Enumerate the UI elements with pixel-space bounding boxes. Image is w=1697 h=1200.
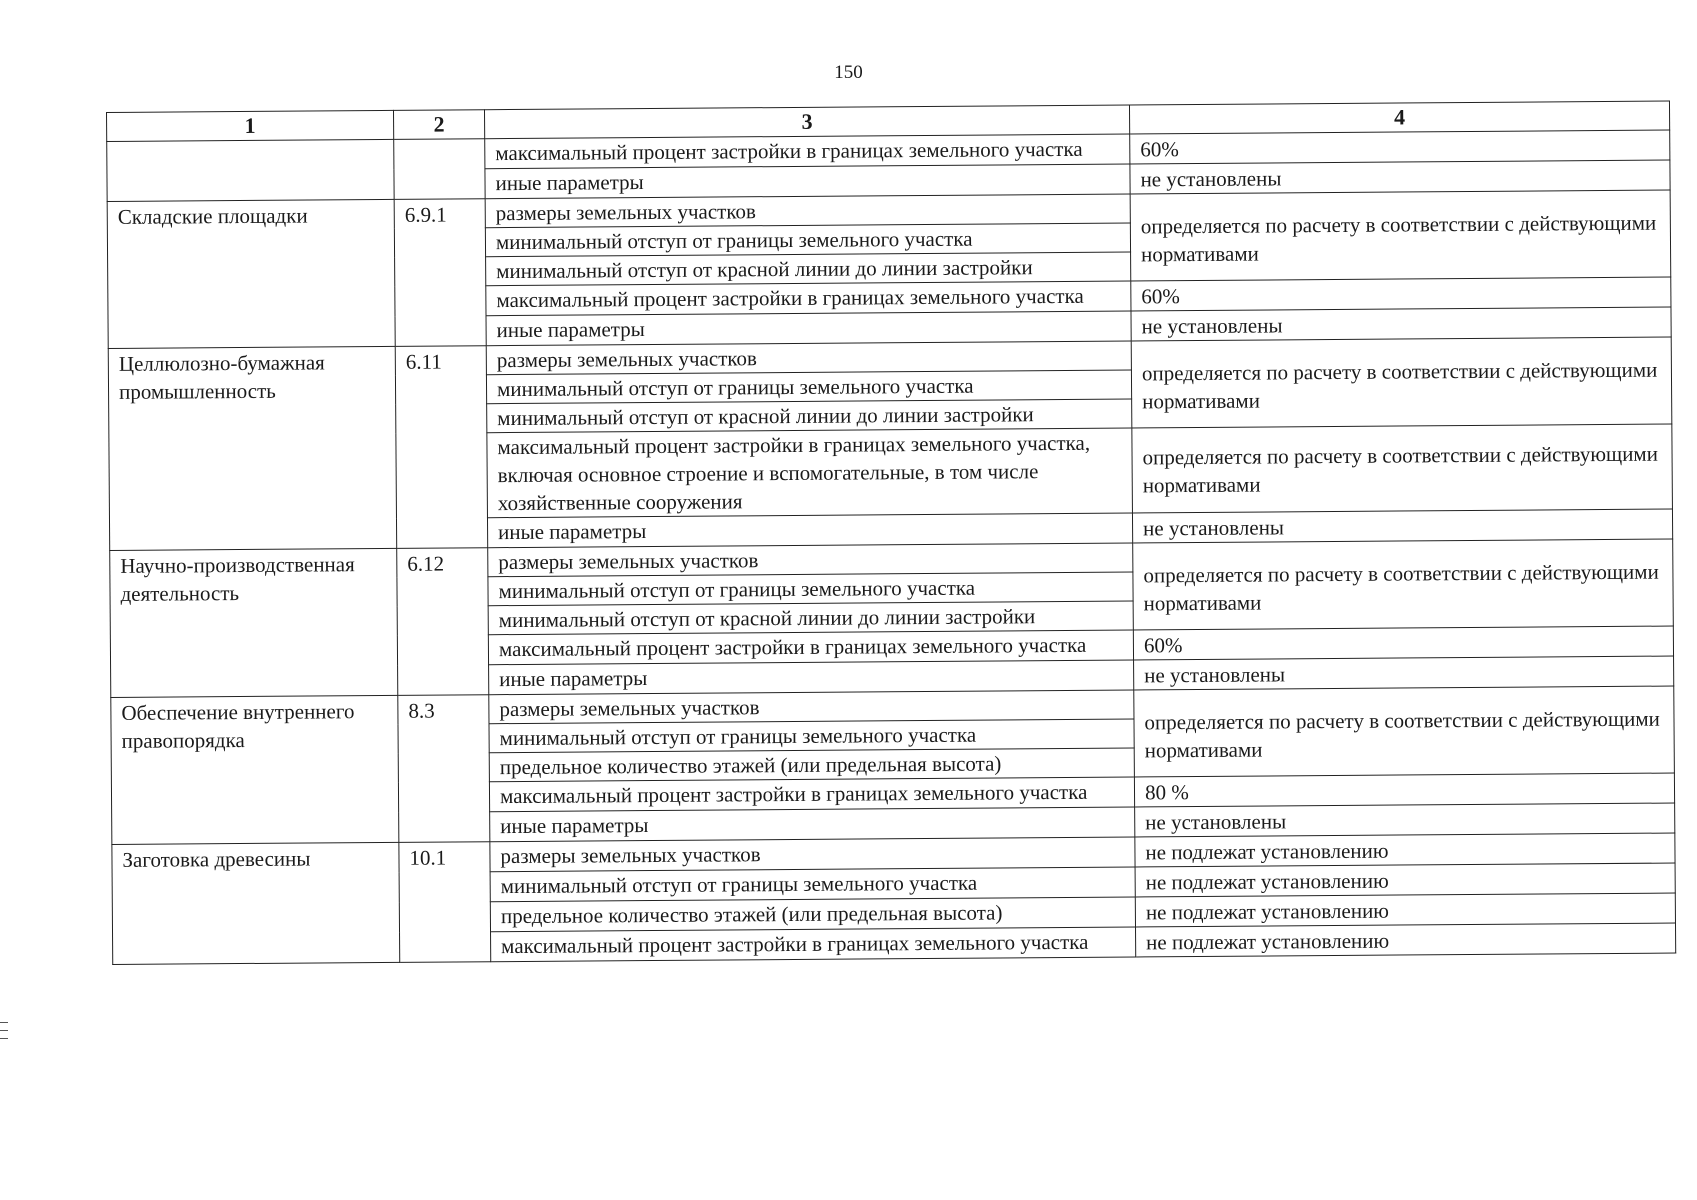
- margin-mark: [0, 1022, 8, 1023]
- parameter-cell: иные параметры: [487, 513, 1132, 548]
- parameter-cell: размеры земельных участков: [486, 341, 1131, 375]
- parameter-cell: минимальный отступ от границы земельного участка: [486, 370, 1131, 404]
- value-cell: определяется по расчету в соответствии с действующими нормативами: [1131, 337, 1672, 428]
- use-code-cell: 10.1: [399, 842, 491, 963]
- value-cell: не подлежат установлению: [1135, 863, 1675, 897]
- parameter-cell: максимальный процент застройки в границах земельного участка: [488, 630, 1133, 665]
- parameter-cell: максимальный процент застройки в границах земельного участка: [486, 281, 1131, 316]
- parameter-cell: иные параметры: [489, 660, 1134, 695]
- value-cell: определяется по расчету в соответствии с действующими нормативами: [1130, 190, 1671, 281]
- column-header: 1: [107, 110, 394, 141]
- parameter-cell: размеры земельных участков: [489, 690, 1134, 724]
- value-cell: 60%: [1131, 277, 1671, 311]
- margin-mark: [0, 1030, 8, 1031]
- value-cell: не установлены: [1132, 509, 1672, 543]
- use-name-cell: Научно-производственная деятельность: [110, 548, 398, 697]
- parameter-cell: минимальный отступ от границы земельного участка: [489, 719, 1134, 753]
- table-body: [107, 130, 1676, 964]
- value-cell: не установлены: [1135, 803, 1675, 837]
- column-header: 4: [1129, 101, 1669, 134]
- value-cell: не установлены: [1131, 307, 1671, 341]
- use-code-cell: 6.9.1: [394, 199, 486, 347]
- parameter-cell: минимальный отступ от границы земельного участка: [485, 223, 1130, 257]
- parameter-cell: минимальный отступ от красной линии до линии застройки: [487, 399, 1132, 433]
- value-cell: не установлены: [1130, 160, 1670, 194]
- parameter-cell: минимальный отступ от границы земельного участка: [490, 867, 1135, 902]
- value-cell: 60%: [1130, 130, 1670, 164]
- value-cell: определяется по расчету в соответствии с действующими нормативами: [1134, 686, 1675, 777]
- value-cell: не подлежат установлению: [1135, 833, 1675, 867]
- use-name-cell: Обеспечение внутреннего правопорядка: [111, 695, 399, 844]
- use-name-cell: [107, 139, 394, 201]
- value-cell: не подлежат установлению: [1136, 923, 1676, 957]
- parameter-cell: иные параметры: [486, 311, 1131, 346]
- use-code-cell: 6.12: [397, 548, 489, 696]
- parameter-cell: минимальный отступ от границы земельного участка: [488, 572, 1133, 606]
- column-header: 2: [393, 110, 484, 140]
- parameter-cell: предельное количество этажей (или предельная высота): [489, 748, 1134, 782]
- parameter-cell: иные параметры: [485, 164, 1130, 199]
- column-header: 3: [484, 105, 1129, 139]
- parameter-cell: минимальный отступ от красной линии до линии застройки: [488, 601, 1133, 635]
- parameter-cell: максимальный процент застройки в границах земельного участка: [489, 777, 1134, 812]
- value-cell: 60%: [1133, 626, 1673, 660]
- parameter-cell: минимальный отступ от красной линии до линии застройки: [486, 252, 1131, 286]
- value-cell: определяется по расчету в соответствии с действующими нормативами: [1133, 539, 1674, 630]
- use-code-cell: [394, 139, 485, 200]
- parameter-cell: иные параметры: [490, 807, 1135, 842]
- use-code-cell: 8.3: [398, 695, 490, 843]
- value-cell: определяется по расчету в соответствии с действующими нормативами: [1132, 424, 1673, 513]
- use-code-cell: 6.11: [395, 346, 487, 549]
- use-name-cell: Целлюлозно-бумажная промышленность: [108, 346, 396, 550]
- margin-mark: [0, 1038, 8, 1039]
- value-cell: не подлежат установлению: [1135, 893, 1675, 927]
- value-cell: 80 %: [1134, 773, 1674, 807]
- parameter-cell: максимальный процент застройки в границах земельного участка: [485, 134, 1130, 169]
- parameter-cell: размеры земельных участков: [490, 837, 1135, 872]
- value-cell: не установлены: [1134, 656, 1674, 690]
- parameter-cell: предельное количество этажей (или предельная высота): [490, 897, 1135, 932]
- parameter-cell: максимальный процент застройки в границах земельного участка: [491, 927, 1136, 962]
- page-number: 150: [834, 62, 863, 83]
- parameter-cell: максимальный процент застройки в границах земельного участка, включая основное строение и вспомогательные, в том числе хозяйственные сооружения: [487, 428, 1133, 518]
- parameter-cell: размеры земельных участков: [485, 194, 1130, 228]
- regulations-table: [106, 101, 1676, 965]
- use-name-cell: Складские площадки: [107, 199, 395, 348]
- use-name-cell: Заготовка древесины: [112, 842, 400, 964]
- parameter-cell: размеры земельных участков: [488, 543, 1133, 577]
